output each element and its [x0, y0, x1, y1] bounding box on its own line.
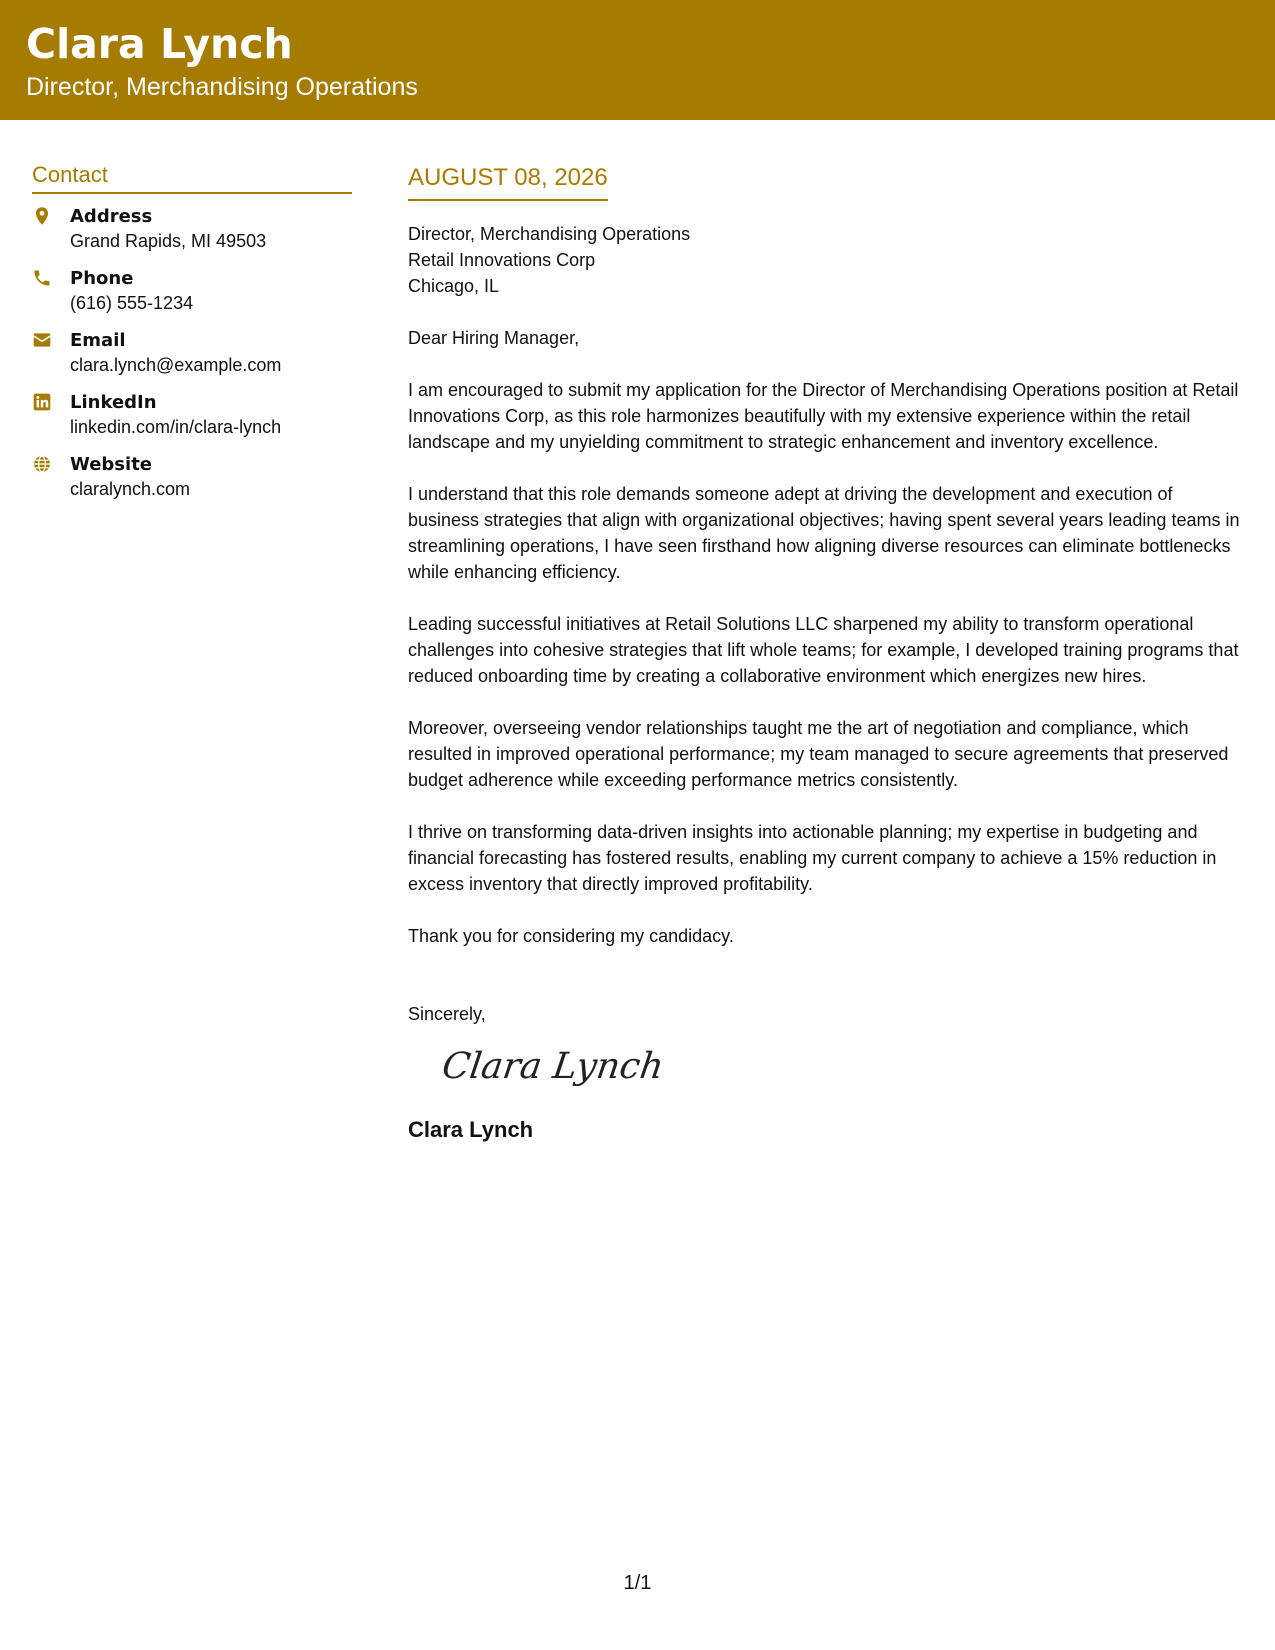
contact-value: linkedin.com/in/clara-lynch	[70, 417, 282, 438]
paragraph: Moreover, overseeing vendor relationships taught me the art of negotiation and compliance, which resulted in improved operational performance; my team managed to secure agreements that preserved budget adherence while exceeding performance metrics consistently.	[408, 717, 1229, 790]
paragraph: I thrive on transforming data-driven insights into actionable planning; my expertise in budgeting and financial forecasting has fostered results, enabling my current company to achieve a 15% reduction in excess inventory that directly improved profitability.	[408, 821, 1217, 894]
recipient-line: Chicago, IL	[408, 275, 500, 296]
recipient-line: Director, Merchandising Operations	[408, 223, 691, 244]
paragraph: I understand that this role demands someone adept at driving the development and execution of business strategies that align with organizational objectives; having spent several years leading teams in streamlining operations, I have seen firsthand how aligning diverse resources can eliminate bottlenecks while enhancing efficiency.	[408, 483, 1240, 582]
closing: Sincerely,	[408, 1003, 486, 1024]
contact-value: (616) 555-1234	[70, 293, 194, 314]
contact-list	[32, 204, 352, 502]
contact-label: Phone	[70, 268, 134, 290]
signed-name: Clara Lynch	[408, 1116, 534, 1142]
contact-value: claralynch.com	[70, 479, 191, 500]
contact-value: Grand Rapids, MI 49503	[70, 231, 267, 252]
paragraph: I am encouraged to submit my application for the Director of Merchandising Operations position at Retail Innovations Corp, as this role harmonizes beautifully with my extensive experience within the retail landscape and my unyielding commitment to strategic enhancement and inventory excellence.	[408, 379, 1239, 452]
letter-body	[408, 164, 1248, 1143]
recipient-line: Retail Innovations Corp	[408, 249, 596, 270]
map-pin-icon	[32, 206, 52, 226]
envelope-icon	[32, 330, 52, 350]
contact-sidebar	[32, 162, 352, 514]
header-banner	[0, 0, 1275, 120]
phone-icon	[32, 268, 52, 288]
contact-label: Address	[70, 206, 153, 228]
page-number: 1/1	[623, 1572, 652, 1594]
greeting: Dear Hiring Manager,	[408, 327, 580, 348]
paragraph: Leading successful initiatives at Retail Solutions LLC sharpened my ability to transform operational challenges into cohesive strategies that lift whole teams; for example, I developed training programs that reduced onboarding time by creating a collaborative environment which energizes new hires.	[408, 613, 1239, 686]
handwritten-signature: Clara Lynch	[439, 1045, 667, 1087]
contact-label: Email	[70, 330, 126, 352]
contact-item-phone	[32, 266, 352, 316]
contact-item-website	[32, 452, 352, 502]
contact-item-linkedin	[32, 390, 352, 440]
recipient-block	[408, 221, 1248, 299]
applicant-name: Clara Lynch	[26, 20, 293, 68]
contact-item-address	[32, 204, 352, 254]
paragraph: Thank you for considering my candidacy.	[408, 925, 734, 946]
contact-label: LinkedIn	[70, 392, 157, 414]
contact-value: clara.lynch@example.com	[70, 355, 282, 376]
globe-icon	[32, 454, 52, 474]
contact-item-email	[32, 328, 352, 378]
contact-section-title: Contact	[32, 162, 352, 194]
letter-date: AUGUST 08, 2026	[408, 164, 608, 201]
linkedin-icon	[32, 392, 52, 412]
contact-label: Website	[70, 454, 153, 476]
applicant-title: Director, Merchandising Operations	[26, 73, 418, 101]
